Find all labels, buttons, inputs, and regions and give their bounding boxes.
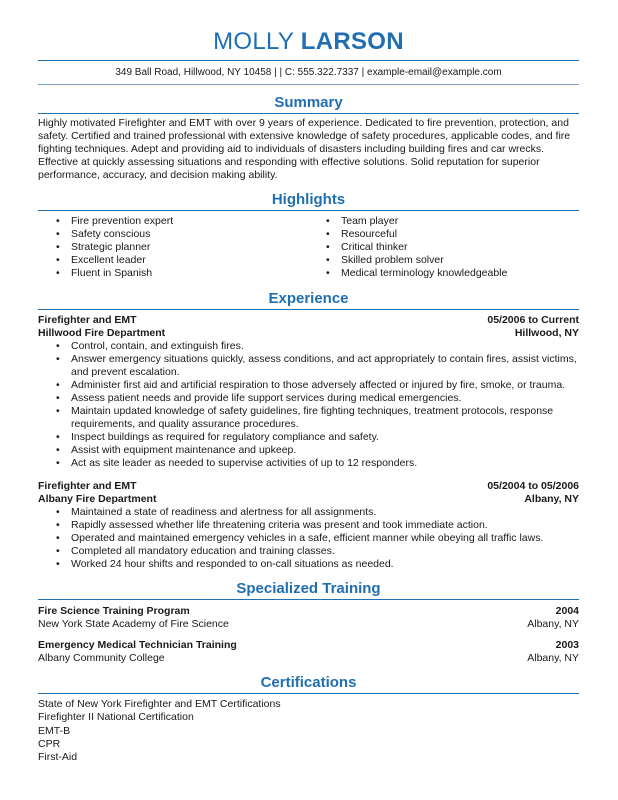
job-employer: Albany Fire Department	[38, 493, 157, 505]
job-dates: 05/2006 to Current	[487, 314, 579, 326]
highlights-heading	[38, 191, 579, 211]
job-title: Firefighter and EMT	[38, 314, 137, 326]
contact-divider	[38, 84, 579, 85]
training-location: Albany, NY	[527, 618, 579, 630]
job-bullet: • Worked 24 hour shifts and responded to on-call situations as needed.	[38, 558, 579, 571]
certification-item: EMT-B	[38, 724, 71, 737]
job-entry	[38, 314, 579, 470]
certification-item: State of New York Firefighter and EMT Certifications	[38, 698, 281, 710]
job-bullet: • Maintain updated knowledge of safety guidelines, fire fighting techniques, treatment protocols, response requirements, and quality assurance procedures.	[38, 405, 579, 431]
job-bullet: • Maintained a state of readiness and alertness for all assignments.	[38, 506, 579, 519]
highlight-item: • Fire prevention expert	[38, 215, 308, 228]
summary-heading	[38, 94, 579, 114]
training-school-row	[38, 652, 579, 665]
job-bullet: • Rapidly assessed whether life threatening criteria was present and took immediate action.	[38, 519, 579, 532]
candidate-name	[38, 28, 579, 56]
highlight-item: • Safety conscious	[38, 228, 308, 241]
highlight-item: • Medical terminology knowledgeable	[308, 267, 578, 280]
job-bullet: • Control, contain, and extinguish fires.	[38, 340, 579, 353]
highlights-list	[38, 215, 579, 280]
job-bullet: • Inspect buildings as required for regulatory compliance and safety.	[38, 431, 579, 444]
section-title: Highlights	[271, 191, 346, 208]
highlight-item: • Critical thinker	[308, 241, 578, 254]
highlights-right-column	[308, 215, 578, 280]
last-name: LARSON	[300, 28, 404, 55]
job-location: Hillwood, NY	[514, 327, 579, 339]
training-header	[38, 639, 579, 652]
certifications-heading	[38, 674, 579, 694]
job-location: Albany, NY	[524, 493, 579, 505]
contact-line: 349 Ball Road, Hillwood, NY 10458 | | C: 555.322.7337 | example-email@example.com	[115, 67, 502, 78]
experience-heading	[38, 290, 579, 310]
job-employer-row	[38, 327, 579, 340]
job-bullet: • Act as site leader as needed to supervise activities of up to 12 responders.	[38, 457, 579, 470]
training-entry	[38, 605, 579, 631]
highlight-item: • Skilled problem solver	[308, 254, 578, 267]
job-bullet: • Assess patient needs and provide life support services during medical emergencies.	[38, 392, 579, 405]
job-bullet: • Completed all mandatory education and training classes.	[38, 545, 579, 558]
training-location: Albany, NY	[527, 652, 579, 664]
section-title: Certifications	[260, 674, 357, 691]
job-bullet: • Answer emergency situations quickly, assess conditions, and act appropriately to contain fires, assist victims, and prevent escalation.	[38, 353, 579, 379]
certifications-list	[38, 698, 579, 764]
certification-item: CPR	[38, 737, 61, 750]
first-name: MOLLY	[213, 28, 294, 55]
job-entry	[38, 480, 579, 571]
job-header	[38, 480, 579, 493]
certification-item: First-Aid	[38, 751, 78, 764]
training-school-row	[38, 618, 579, 631]
training-header	[38, 605, 579, 618]
job-header	[38, 314, 579, 327]
section-title: Specialized Training	[236, 580, 381, 597]
highlight-item: • Team player	[308, 215, 578, 228]
highlight-item: • Strategic planner	[38, 241, 308, 254]
highlight-item: • Resourceful	[308, 228, 578, 241]
training-year: 2003	[555, 639, 579, 651]
training-program: Emergency Medical Technician Training	[38, 639, 237, 651]
job-bullet: • Administer first aid and artificial respiration to those adversely affected or injured by fire, smoke, or trauma.	[38, 379, 579, 392]
header-divider	[38, 60, 579, 61]
job-employer: Hillwood Fire Department	[38, 327, 166, 339]
training-school: New York State Academy of Fire Science	[38, 618, 229, 630]
job-bullets	[38, 506, 579, 571]
highlight-item: • Fluent in Spanish	[38, 267, 308, 280]
job-bullet: • Operated and maintained emergency vehicles in a safe, efficient manner while obeying all traffic laws.	[38, 532, 579, 545]
job-dates: 05/2004 to 05/2006	[487, 480, 579, 492]
section-title: Summary	[274, 94, 343, 111]
job-title: Firefighter and EMT	[38, 480, 137, 492]
summary-text: Highly motivated Firefighter and EMT with over 9 years of experience. Dedicated to fire prevention, protection, and safety. Certified and trained professional with extensive knowledge of safety procedures, applicable codes, and fire fighting techniques. Adept and providing aid to individuals of disasters including building fires and car wrecks. Effective at quickly assessing situations and responding with effective solutions. Solid reputation for superior performance, accuracy, and decision making ability.	[38, 117, 571, 181]
training-program: Fire Science Training Program	[38, 605, 190, 617]
training-entry	[38, 639, 579, 665]
job-employer-row	[38, 493, 579, 506]
job-bullets	[38, 340, 579, 470]
highlights-left-column	[38, 215, 308, 280]
training-heading	[38, 580, 579, 600]
section-title: Experience	[268, 290, 349, 307]
resume-page	[38, 0, 579, 764]
training-school: Albany Community College	[38, 652, 165, 664]
certification-item: Firefighter II National Certification	[38, 711, 194, 724]
training-year: 2004	[555, 605, 579, 617]
highlight-item: • Excellent leader	[38, 254, 308, 267]
job-bullet: • Assist with equipment maintenance and upkeep.	[38, 444, 579, 457]
